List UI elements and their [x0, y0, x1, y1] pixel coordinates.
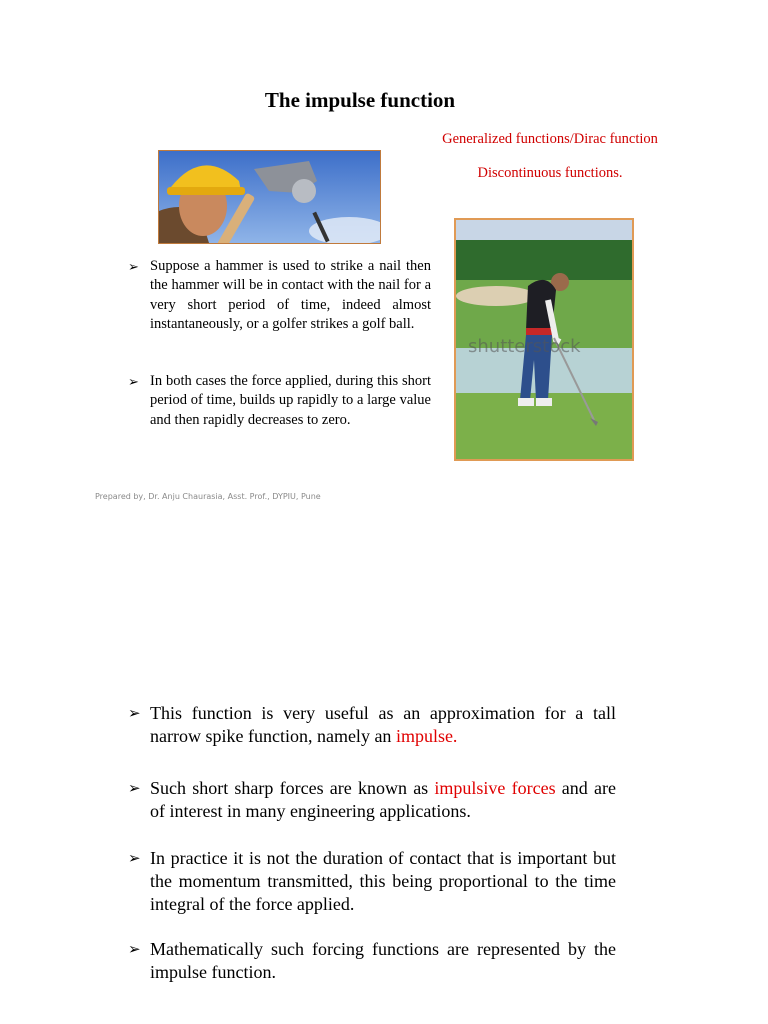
bullet-1-text: This function is very useful as an approximation for a tall narrow spike function, namely an	[150, 703, 616, 746]
arrow-bullet-icon: ➢	[128, 706, 141, 722]
bullet-2-after: and are of interest in many engineering applications.	[150, 778, 616, 821]
arrow-bullet-icon: ➢	[128, 374, 139, 389]
bullet-4-text: Mathematically such forcing functions are represented by the impulse function.	[150, 939, 616, 982]
bullet-1	[128, 702, 616, 748]
note-generalized-functions: Generalized functions/Dirac function	[442, 131, 658, 147]
golfer-photo	[454, 218, 634, 461]
arrow-bullet-icon: ➢	[128, 942, 141, 958]
intro-paragraph-2	[128, 372, 431, 430]
hammer-photo	[158, 150, 381, 244]
bullet-2	[128, 777, 616, 823]
watermark-text: shutterstock	[468, 336, 581, 357]
arrow-bullet-icon: ➢	[128, 851, 141, 867]
note-discontinuous-functions: Discontinuous functions.	[477, 165, 623, 181]
bullet-2-text: Such short sharp forces are known as	[150, 778, 435, 798]
intro-paragraph-2-text: In both cases the force applied, during this short period of time, builds up rapidly to a large value and then rapidly decreases to zero.	[150, 373, 431, 428]
intro-paragraph-1	[128, 257, 431, 334]
page-title: The impulse function	[264, 88, 456, 112]
bullet-4	[128, 938, 616, 984]
bullet-3	[128, 847, 616, 916]
footer-credit: Prepared by, Dr. Anju Chaurasia, Asst. Prof., DYPIU, Pune	[95, 492, 321, 501]
arrow-bullet-icon: ➢	[128, 259, 139, 274]
bullet-2-highlight: impulsive forces	[434, 778, 556, 798]
bullet-3-text: In practice it is not the duration of contact that is important but the momentum transmitted, this being proportional to the time integral of the force applied.	[150, 848, 616, 914]
arrow-bullet-icon: ➢	[128, 781, 141, 797]
intro-paragraph-1-text: Suppose a hammer is used to strike a nail then the hammer will be in contact with the nail for a very short period of time, indeed almost instantaneously, or a golfer strikes a golf ball.	[150, 258, 431, 332]
bullet-1-highlight: impulse.	[395, 726, 458, 746]
